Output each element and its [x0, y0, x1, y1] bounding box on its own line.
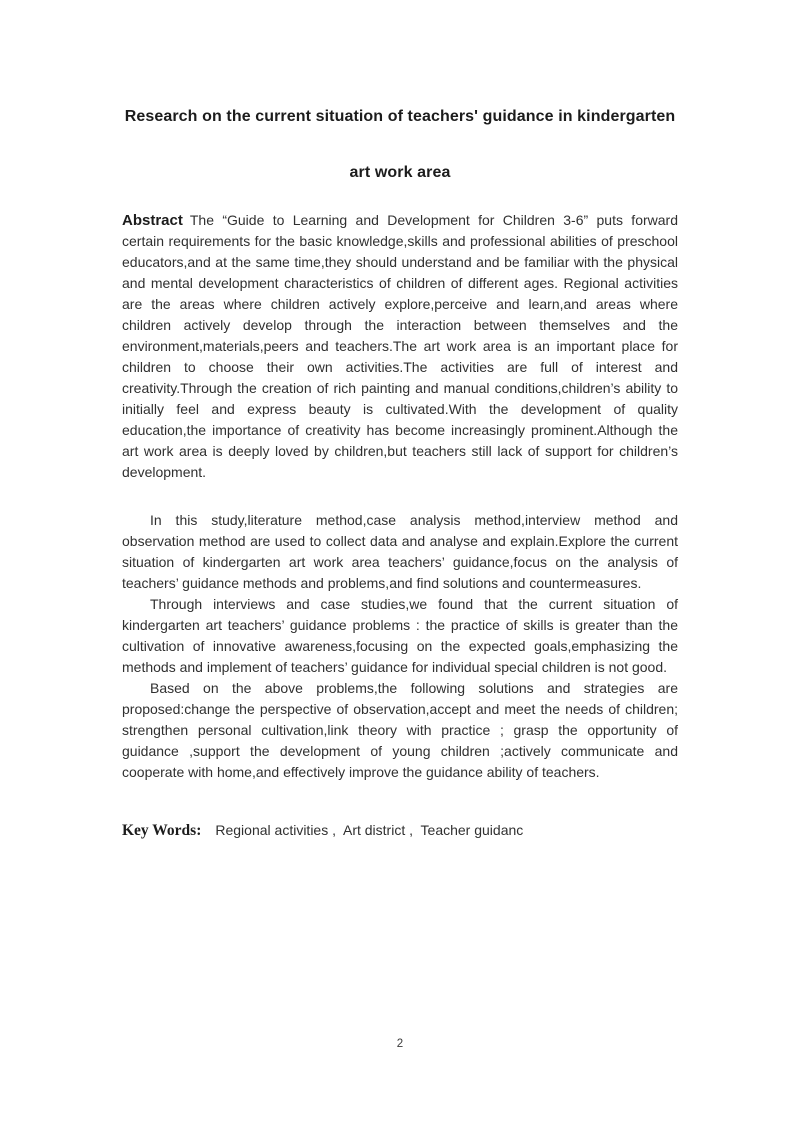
document-title-line2: art work area: [349, 164, 451, 181]
document-body: [122, 210, 678, 841]
keywords-text: Regional activities , Art district , Teacher guidanc: [215, 822, 524, 838]
document-title: [0, 106, 800, 183]
paragraph-solutions: Based on the above problems,the following solutions and strategies are proposed:change the perspective of observation,accept and meet the needs of children; strengthen personal cultivation,link theory with practice ; grasp the opportunity of guidance ,support the development of young children ;actively communicate and cooperate with home,and effectively improve the guidance ability of teachers.: [122, 680, 678, 780]
paragraph-findings: Through interviews and case studies,we found that the current situation of kindergarten art teachers’ guidance problems : the practice of skills is greater than the cultivation of innovative awareness,focusing on the expected goals,emphasizing the methods and implement of teachers’ guidance for individual special children is not good.: [122, 596, 678, 675]
document-title-line1: Research on the current situation of teachers' guidance in kindergarten: [124, 108, 676, 125]
abstract-text: The “Guide to Learning and Development for Children 3-6” puts forward certain requirements for the basic knowledge,skills and professional abilities of preschool educators,and at the same time,they should understand and be familiar with the physical and mental development characteristics of children of different ages. Regional activities are the areas where children actively explore,perceive and learn,and areas where children actively develop through the interaction between themselves and the environment,materials,peers and teachers.The art work area is an important place for children to choose their own activities.The activities are full of interest and creativity.Through the creation of rich painting and manual conditions,children’s ability to initially feel and express beauty is cultivated.With the development of quality education,the importance of creativity has become increasingly prominent.Although the art work area is deeply loved by children,but teachers still lack of support for children’s development.: [122, 212, 678, 480]
page-number: 2: [396, 1038, 404, 1050]
keywords-line: [122, 820, 678, 841]
paragraph-methods: In this study,literature method,case analysis method,interview method and observation method are used to collect data and analyse and explain.Explore the current situation of kindergarten art work area teachers’ guidance,focus on the analysis of teachers’ guidance methods and problems,and find solutions and countermeasures.: [122, 512, 678, 591]
abstract-label: Abstract: [122, 212, 183, 229]
keywords-label: Key Words:: [122, 822, 202, 839]
abstract-paragraph: [122, 210, 678, 483]
